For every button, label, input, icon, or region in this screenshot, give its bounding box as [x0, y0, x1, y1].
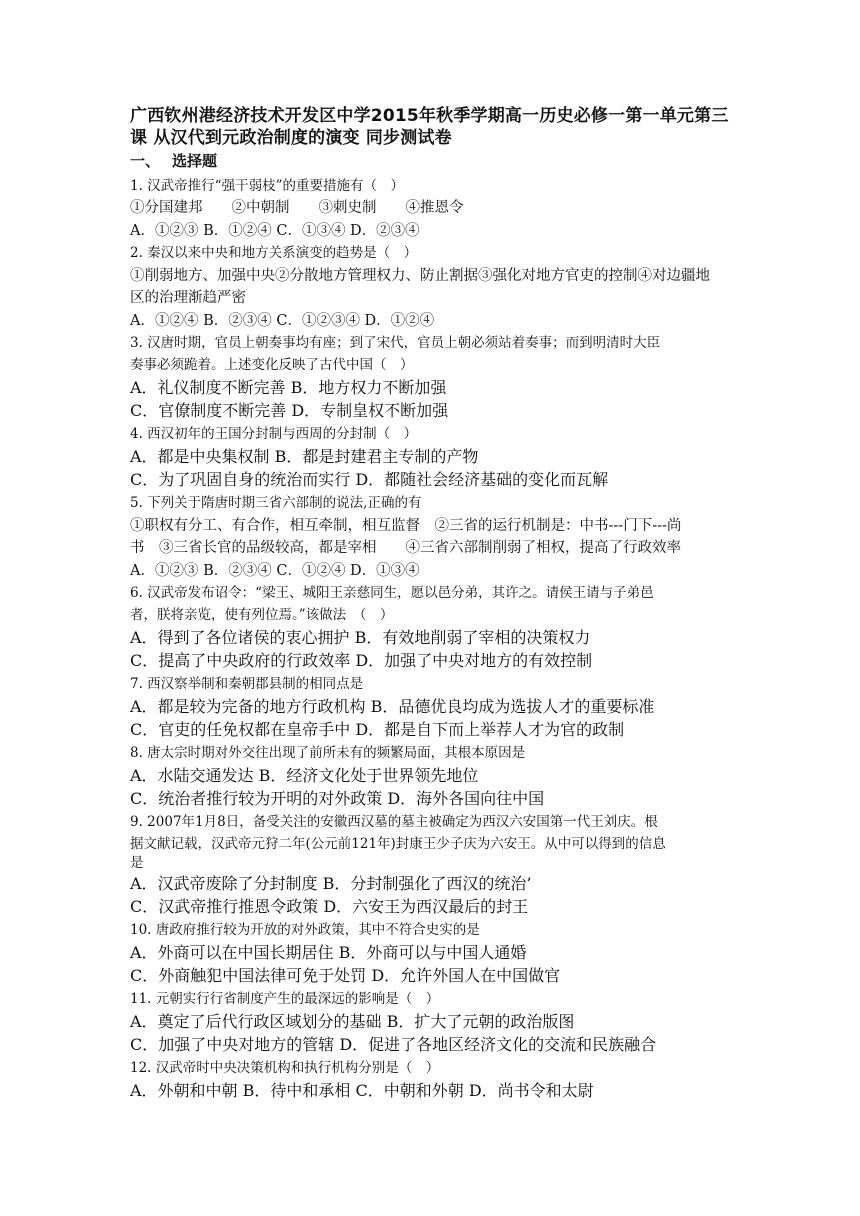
question-5-stem: 5. 下列关于隋唐时期三省六部制的说法,正确的有 [130, 495, 422, 511]
section-number: 一、 [130, 152, 161, 170]
question-4-options-ab: A．都是中央集权制 B．都是封建君主专制的产物 [130, 447, 479, 466]
question-9-stem-cont: 据文献记载，汉武帝元狩二年(公元前121年)封康王少子庆为六安王。从中可以得到的信息 [130, 836, 666, 852]
question-7-stem: 7. 西汉察举制和秦朝郡县制的相同点是 [130, 676, 364, 692]
question-9-options-cd: C．汉武帝推行推恩令政策 D．六安王为西汉最后的封王 [130, 897, 529, 916]
section-heading [130, 151, 217, 171]
question-6-options-cd: C．提高了中央政府的行政效率 D．加强了中央对地方的有效控制 [130, 651, 593, 670]
question-12-stem: 12. 汉武帝时中央决策机构和执行机构分别是（ ） [130, 1060, 440, 1076]
question-12-options: A．外朝和中朝 B．待中和承相 C．中朝和外朝 D．尚书令和太尉 [130, 1081, 594, 1100]
question-5-options: A．①②③ B．②③④ C．①②④ D．①③④ [130, 563, 420, 579]
question-11-options-cd: C．加强了中央对地方的管辖 D．促进了各地区经济文化的交流和民族融合 [130, 1035, 657, 1054]
question-9-stem-end: 是 [130, 855, 144, 871]
question-5-items-cont: 书 ③三省长官的品级较高，都是宰相 ④三省六部制削弱了相权，提高了行政效率 [130, 540, 681, 556]
question-10-stem: 10. 唐政府推行较为开放的对外政策，其中不符合史实的是 [130, 922, 480, 938]
question-6-stem-cont: 者，朕将亲览，使有列位焉。”该做法 （ ） [130, 607, 394, 623]
question-3-stem: 3. 汉唐时期，官员上朝奏事均有座；到了宋代，官员上朝必须站着奏事；而到明清时大臣 [130, 335, 661, 351]
question-3-stem-cont: 奏事必须跪着。上述变化反映了古代中国（ ） [130, 357, 414, 373]
section-name: 选择题 [172, 152, 218, 170]
question-2-stem: 2. 秦汉以来中央和地方关系演变的趋势是（ ） [130, 245, 418, 261]
question-4-stem: 4. 西汉初年的王国分封制与西周的分封制（ ） [130, 426, 418, 442]
question-3-options-cd: C．官僚制度不断完善 D．专制皇权不断加强 [130, 401, 449, 420]
question-6-options-ab: A．得到了各位诸侯的衷心拥护 B．有效地削弱了宰相的决策权力 [130, 628, 591, 647]
title-line-2: 课 从汉代到元政治制度的演变 同步测试卷 [130, 128, 452, 148]
document-title [130, 105, 742, 149]
question-10-options-cd: C．外商触犯中国法律可免于处罚 D．允许外国人在中国做官 [130, 966, 561, 985]
question-1-stem: 1. 汉武帝推行“强干弱枝”的重要措施有（ ） [130, 178, 404, 194]
question-11-stem: 11. 元朝实行行省制度产生的最深远的影响是（ ） [130, 991, 440, 1007]
question-10-options-ab: A．外商可以在中国长期居住 B．外商可以与中国人通婚 [130, 943, 527, 962]
question-8-stem: 8. 唐太宗时期对外交往出现了前所未有的频繁局面，其根本原因是 [130, 745, 526, 761]
question-4-options-cd: C．为了巩固自身的统治而实行 D．都随社会经济基础的变化而瓦解 [130, 470, 609, 489]
question-1-items: ①分国建邦 ②中朝制 ③刺史制 ④推恩令 [130, 200, 464, 216]
question-1-options: A．①②③ B．①②④ C．①③④ D．②③④ [130, 223, 420, 239]
question-5-items: ①职权有分工、有合作，相互牵制，相互监督 ②三省的运行机制是：中书---门下---尚 [130, 518, 682, 534]
question-7-options-ab: A．都是较为完备的地方行政机构 B．品德优良均成为选拔人才的重要标准 [130, 697, 655, 716]
question-3-options-ab: A．礼仪制度不断完善 B．地方权力不断加强 [130, 378, 447, 397]
question-8-options-ab: A．水陆交通发达 B．经济文化处于世界领先地位 [130, 766, 479, 785]
question-11-options-ab: A．奠定了后代行政区域划分的基础 B．扩大了元朝的政治版图 [130, 1012, 575, 1031]
question-9-options-ab: A．汉武帝废除了分封制度 B．分封制强化了西汉的统治’ [130, 874, 532, 893]
question-7-options-cd: C．官吏的任免权都在皇帝手中 D．都是自下而上举荐人才为官的政制 [130, 720, 625, 739]
question-2-items: ①削弱地方、加强中央②分散地方管理权力、防止割据③强化对地方官吏的控制④对边疆地 [130, 268, 710, 284]
question-2-items-cont: 区的治理渐趋严密 [130, 290, 246, 306]
question-6-stem: 6. 汉武帝发布诏令：“梁王、城阳王亲慈同生，愿以邑分弟，其许之。请侯王请与子弟邑 [130, 585, 654, 601]
question-2-options: A．①②④ B．②③④ C．①②③④ D．①②④ [130, 313, 435, 329]
question-9-stem: 9. 2007年1月8日，备受关注的安徽西汉墓的墓主被确定为西汉六安国第一代王刘庆。根 [130, 814, 658, 830]
question-8-options-cd: C．统治者推行较为开明的对外政策 D．海外各国向往中国 [130, 789, 545, 808]
title-line-1: 广西钦州港经济技术开发区中学2015年秋季学期高一历史必修一第一单元第三 [130, 106, 729, 126]
